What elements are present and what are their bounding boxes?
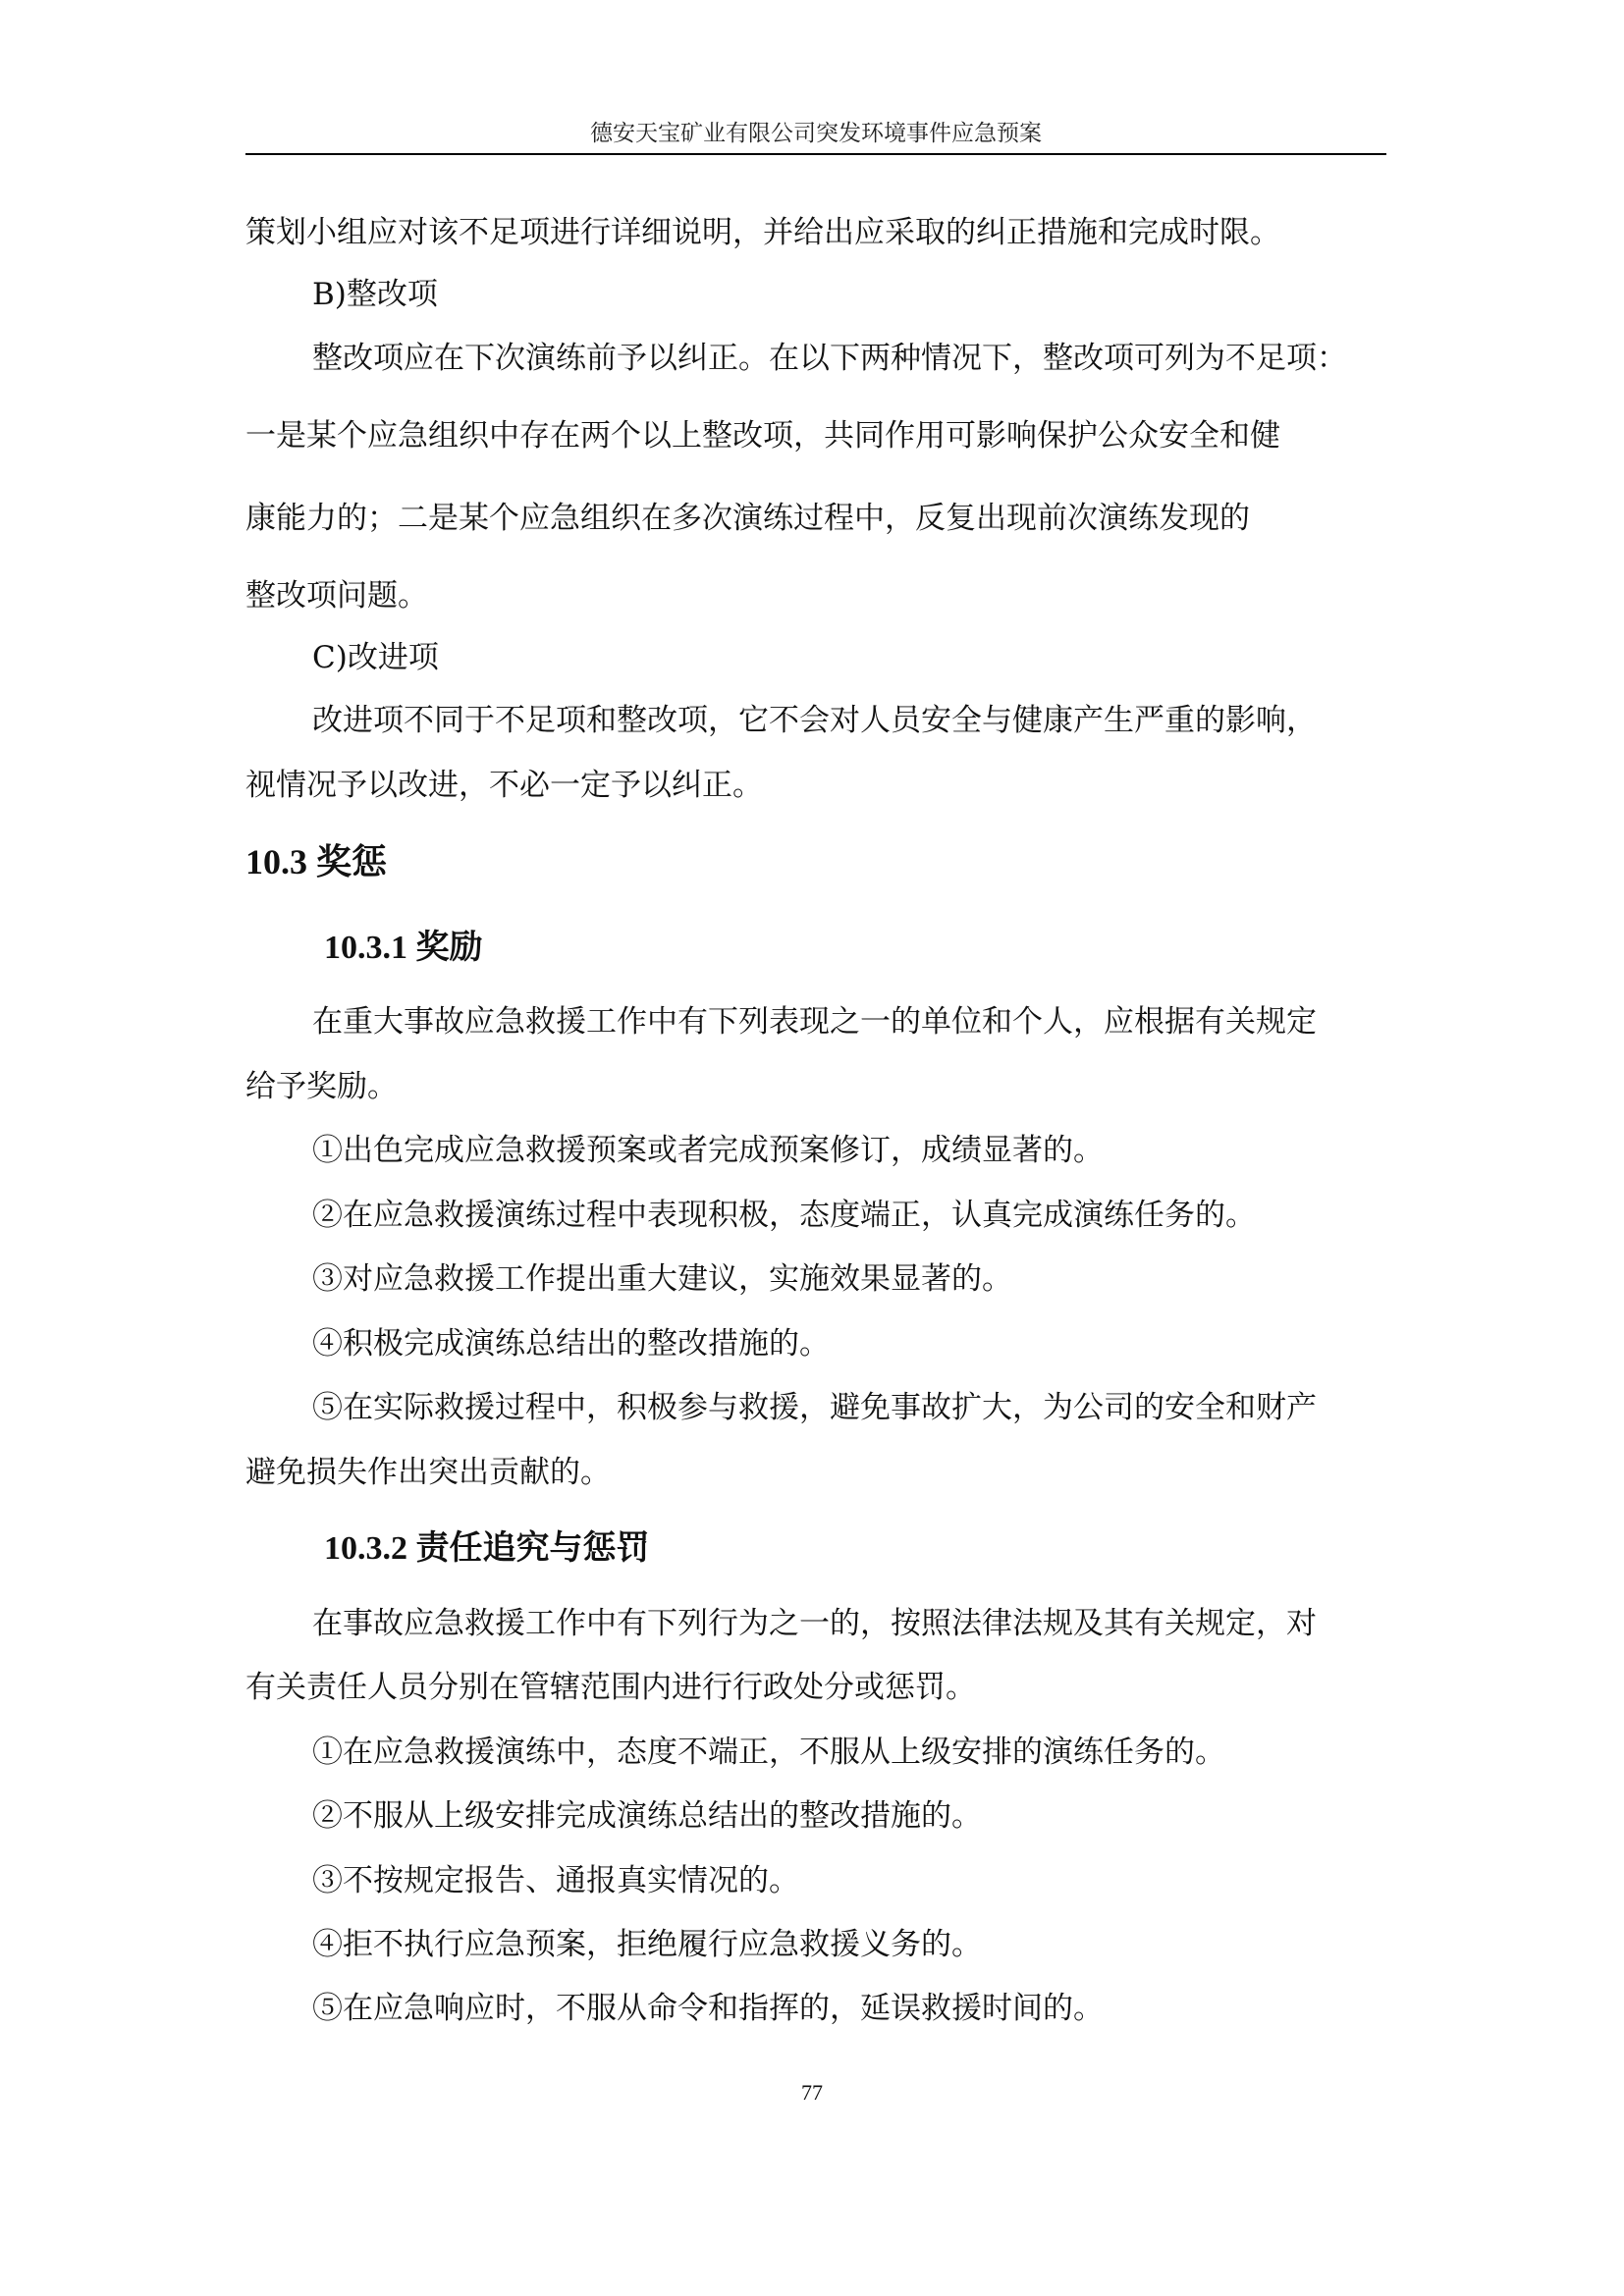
list-item: ⑤在应急响应时，不服从命令和指挥的，延误救援时间的。 <box>312 1991 1104 2026</box>
subheading-c: C)改进项 <box>312 640 439 675</box>
list-item-continuation: 避免损失作出突出贡献的。 <box>245 1455 611 1490</box>
paragraph: 在事故应急救援工作中有下列行为之一的，按照法律法规及其有关规定，对 <box>312 1606 1317 1641</box>
subsection-heading: 10.3.2 责任追究与惩罚 <box>324 1530 650 1567</box>
list-item: ⑤在实际救援过程中，积极参与救援，避免事故扩大，为公司的安全和财产 <box>312 1390 1317 1425</box>
paragraph: 改进项不同于不足项和整改项，它不会对人员安全与健康产生严重的影响， <box>312 703 1317 738</box>
paragraph: 康能力的；二是某个应急组织在多次演练过程中，反复出现前次演练发现的 <box>245 501 1250 536</box>
list-item: ④积极完成演练总结出的整改措施的。 <box>312 1326 830 1362</box>
paragraph: 一是某个应急组织中存在两个以上整改项，共同作用可影响保护公众安全和健 <box>245 418 1280 454</box>
paragraph: 整改项应在下次演练前予以纠正。在以下两种情况下，整改项可列为不足项： <box>312 341 1347 376</box>
list-item: ①出色完成应急救援预案或者完成预案修订，成绩显著的。 <box>312 1133 1104 1168</box>
paragraph: 有关责任人员分别在管辖范围内进行行政处分或惩罚。 <box>245 1670 976 1705</box>
list-item: ②在应急救援演练过程中表现积极，态度端正，认真完成演练任务的。 <box>312 1198 1256 1233</box>
paragraph: 整改项问题。 <box>245 578 428 614</box>
paragraph: 策划小组应对该不足项进行详细说明，并给出应采取的纠正措施和完成时限。 <box>245 215 1280 250</box>
list-item: ②不服从上级安排完成演练总结出的整改措施的。 <box>312 1798 982 1834</box>
paragraph: 在重大事故应急救援工作中有下列表现之一的单位和个人，应根据有关规定 <box>312 1004 1317 1040</box>
subsection-heading: 10.3.1 奖励 <box>324 930 483 966</box>
section-heading: 10.3 奖惩 <box>245 842 388 881</box>
list-item: ①在应急救援演练中，态度不端正，不服从上级安排的演练任务的。 <box>312 1735 1225 1770</box>
list-item: ③对应急救援工作提出重大建议，实施效果显著的。 <box>312 1261 1012 1297</box>
list-item: ③不按规定报告、通报真实情况的。 <box>312 1863 799 1898</box>
list-item: ④拒不执行应急预案，拒绝履行应急救援义务的。 <box>312 1927 982 1962</box>
page-number: 77 <box>801 2080 823 2105</box>
subheading-b: B)整改项 <box>312 277 438 312</box>
page-header: 德安天宝矿业有限公司突发环境事件应急预案 <box>245 116 1386 155</box>
paragraph: 视情况予以改进，不必一定予以纠正。 <box>245 768 763 803</box>
paragraph: 给予奖励。 <box>245 1069 398 1104</box>
